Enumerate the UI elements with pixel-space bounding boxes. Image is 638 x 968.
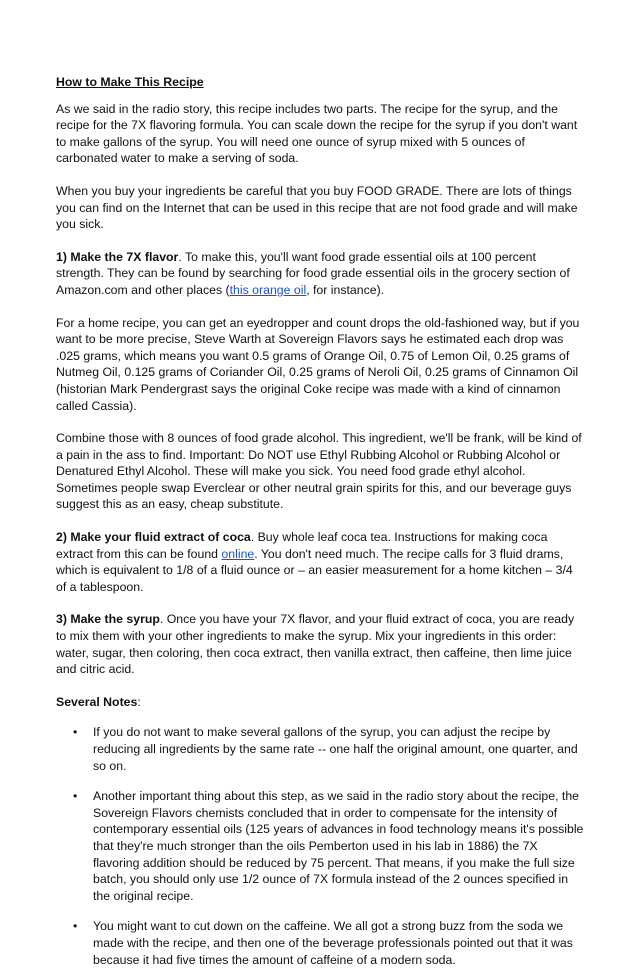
online-link[interactable]: online xyxy=(221,546,255,561)
step-3-text: . Once you have your 7X flavor, and your fluid extract of coca, you are ready to mix them with your other ingredients to make the syrup. Mix your ingredients in this order: water, sugar, then coloring, then coca extract, then vanilla extract, then caffeine, then lime juice and citric acid. xyxy=(56,612,575,677)
list-item-text: Another important thing about this step, as we said in the radio story about the recipe, the Sovereign Flavors chemists concluded that in order to compensate for the intensity of contemporary essential oils (125 years of advances in food technology means it's possible that they're much stronger than the oils Pemberton used in his lab in 1886) the 7X flavoring addition should be reduced by 75 percent. That means, if you make the full size batch, you should only use 1/2 ounce of 7X formula instead of the 2 ounces specified in the original recipe. xyxy=(93,789,584,903)
notes-heading-colon: : xyxy=(137,694,141,709)
step-2-heading: 2) Make your fluid extract of coca xyxy=(56,530,251,545)
step-3-paragraph xyxy=(56,611,584,677)
step-1-paragraph xyxy=(56,249,584,299)
intro-paragraph-1: As we said in the radio story, this recipe includes two parts. The recipe for the syrup, and the recipe for the 7X flavoring formula. You can scale down the recipe for the syrup if you don't want to make gallons of the syrup. You will need one ounce of syrup mixed with 5 ounces of carbonated water to make a serving of soda. xyxy=(56,101,578,166)
step-2-text-before-link: . Buy whole leaf coca tea. Instructions for making coca extract from this can be found xyxy=(56,530,548,561)
bullet-icon: • xyxy=(73,725,78,740)
bullet-icon: • xyxy=(73,919,78,934)
list-item xyxy=(56,788,584,904)
list-item xyxy=(56,724,584,774)
list-item-text: If you do not want to make several gallons of the syrup, you can adjust the recipe by reducing all ingredients by the same rate -- one half the original amount, one quarter, and so on. xyxy=(93,725,578,773)
step-2-paragraph xyxy=(56,529,584,595)
list-item xyxy=(56,918,584,968)
step-1-alcohol-paragraph: Combine those with 8 ounces of food grade alcohol. This ingredient, we'll be frank, will be kind of a pain in the ass to find. Important: Do NOT use Ethyl Rubbing Alcohol or Rubbing Alcohol or Denatured Ethyl Alcohol. These will make you sick. You need food grade ethyl alcohol. Sometimes people swap Everclear or other neutral grain spirits for this, and our beverage guys suggest this as an easy, cheap substitute. xyxy=(56,431,582,512)
step-2-text-after-link: . You don't need much. The recipe calls for 3 fluid drams, which is equivalent to 1/8 of a fluid ounce or – an easier measurement for a home kitchen – 3/4 of a tablespoon. xyxy=(56,546,573,594)
bullet-icon: • xyxy=(73,789,78,804)
list-item-text: You might want to cut down on the caffeine. We all got a strong buzz from the soda we made with the recipe, and then one of the beverage professionals pointed out that it was because it had five times the amount of caffeine of a modern soda. xyxy=(93,919,573,967)
step-1-text-before-link: . To make this, you'll want food grade essential oils at 100 percent strength. They can be found by searching for food grade essential oils in the grocery section of Amazon.com and other places ( xyxy=(56,249,570,297)
step-3-heading: 3) Make the syrup xyxy=(56,612,160,627)
notes-heading-line xyxy=(56,694,584,711)
step-1-text-after-link: , for instance). xyxy=(306,282,385,297)
orange-oil-link[interactable]: this orange oil xyxy=(229,282,307,297)
page-title: How to Make This Recipe xyxy=(56,75,204,89)
intro-paragraph-2: When you buy your ingredients be careful that you buy FOOD GRADE. There are lots of things you can find on the Internet that can be used in this recipe that are not food grade and will make you sick. xyxy=(56,183,578,232)
notes-heading: Several Notes xyxy=(56,694,138,709)
notes-list xyxy=(56,724,584,968)
step-1-measurements-paragraph: For a home recipe, you can get an eyedropper and count drops the old-fashioned way, but if you want to be more precise, Steve Warth at Sovereign Flavors says he estimated each drop was .025 grams, which means you want 0.5 grams of Orange Oil, 0.75 of Lemon Oil, 0.25 grams of Nutmeg Oil, 0.125 grams of Coriander Oil, 0.25 grams of Neroli Oil, 0.25 grams of Cinnamon Oil (historian Mark Pendergrast says the original Coke recipe was made with a kind of cinnamon called Cassia). xyxy=(56,315,580,413)
step-1-heading: 1) Make the 7X flavor xyxy=(56,249,179,264)
